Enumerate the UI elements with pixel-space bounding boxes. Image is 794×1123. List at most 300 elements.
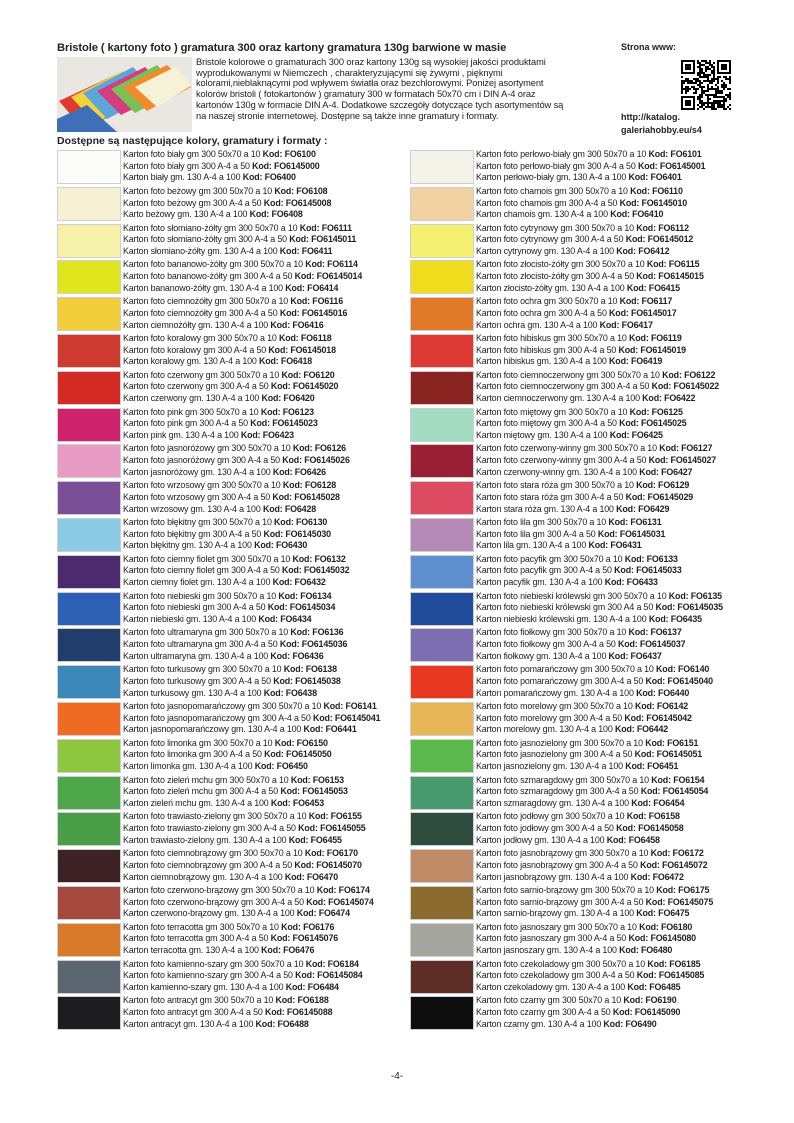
product-line-sheet-a4-130	[476, 393, 719, 405]
product-code: Kod: FO6411	[279, 246, 333, 256]
product-line-sheet-a4-130	[476, 430, 687, 442]
product-code: Kod: FO6484	[285, 981, 339, 992]
product-line-sheet-a4-300	[476, 970, 704, 982]
color-swatch	[410, 334, 474, 368]
color-swatch	[57, 518, 121, 552]
product-description: Karton foto złocisto-żółty gm 300 A-4 a 50	[476, 271, 637, 282]
color-item	[57, 591, 397, 628]
product-description: Karton foto pomarańczowy gm 300 50x70 a 10	[476, 664, 657, 675]
product-line-sheet-a4-300	[476, 381, 719, 393]
product-code: Kod: FO6138	[283, 664, 337, 675]
product-description: Karton jasnoszary gm. 130 A-4 a 100	[476, 945, 620, 956]
qr-code-icon[interactable]	[681, 60, 731, 110]
product-code: Kod: FO6151	[645, 737, 699, 748]
product-line-sheet-a4-300	[476, 933, 696, 945]
product-description: Karton foto niebieski gm 300 50x70 a 10	[123, 590, 279, 601]
product-code: Kod: FO6145054	[640, 786, 709, 797]
product-description: Karton foto pacyfik gm 300 50x70 a 10	[476, 553, 625, 564]
product-description: Karton foto czekoladowy gm 300 A-4 a 50	[476, 970, 637, 981]
product-code: Kod: FO6145088	[264, 1007, 333, 1018]
product-lines	[123, 296, 347, 331]
color-item	[57, 664, 397, 701]
product-line-sheet-a4-130	[476, 982, 704, 994]
product-line-sheet-a4-130	[123, 172, 320, 184]
product-lines	[476, 885, 713, 920]
product-code: Kod: FO6129	[636, 480, 690, 491]
color-item	[410, 701, 750, 738]
product-code: Kod: FO6436	[270, 650, 324, 661]
product-line-sheet-50x70	[476, 775, 708, 787]
product-description: Karton perłowo-biały gm. 130 A-4 a 100	[476, 172, 629, 183]
color-swatch	[57, 923, 121, 957]
product-description: Karton foto słomiano-żółty gm 300 50x70 a 10	[123, 222, 300, 233]
product-line-sheet-a4-300	[123, 970, 363, 982]
product-description: Karton foto błękitny gm 300 A-4 a 50	[123, 528, 264, 539]
product-description: Karton foto czerwony gm 300 A-4 a 50	[123, 381, 271, 392]
product-description: Karton foto błękitny gm 300 50x70 a 10	[123, 516, 275, 527]
product-lines	[123, 627, 347, 662]
product-code: Kod: FO6145042	[624, 712, 692, 723]
product-code: Kod: FO6145029	[625, 491, 694, 502]
product-line-sheet-a4-130	[123, 798, 348, 810]
product-code: Kod: FO6427	[639, 466, 693, 477]
product-line-sheet-a4-300	[123, 749, 332, 761]
product-code: Kod: FO6145051	[634, 749, 703, 760]
product-code: Kod: FO6142	[634, 700, 689, 711]
product-description: Karton foto ciemnoczerwony gm 300 50x70 a 10	[476, 369, 663, 380]
product-description: Karton foto wrzosowy gm 300 50x70 a 10	[123, 480, 283, 491]
product-description: Karton foto pink gm 300 A-4 a 50	[123, 418, 251, 429]
product-description: Karton czerwono-brązowy gm. 130 A-4 a 100	[123, 908, 297, 919]
product-description: Karton foto trawiasto-zielony gm 300 A-4 a 50	[123, 823, 299, 834]
product-line-sheet-50x70	[123, 149, 320, 161]
product-description: Karton foto szmaragdowy gm 300 50x70 a 10	[476, 774, 652, 785]
color-swatch	[57, 555, 121, 589]
color-item	[410, 554, 750, 591]
product-lines	[476, 775, 708, 810]
product-description: Karton trawiasto-zielony gm. 130 A-4 a 100	[123, 834, 289, 845]
product-description: Karton foto ciemny fiolet gm 300 A-4 a 50	[123, 565, 282, 576]
product-code: Kod: FO6190	[623, 995, 677, 1006]
product-description: Karton foto sarnio-brązowy gm 300 A-4 a 50	[476, 896, 646, 907]
product-description: Karton jasnopomarańczowy gm. 130 A-4 a 100	[123, 724, 304, 735]
color-item	[57, 370, 397, 407]
product-description: Karton foto słomiano-żółty gm 300 A-4 a 50	[123, 234, 290, 245]
product-code: Kod: FO6188	[275, 995, 329, 1006]
product-line-sheet-a4-130	[476, 577, 682, 589]
product-description: Karton foto czarny gm 300 A-4 a 50	[476, 1007, 613, 1018]
product-code: Kod: FO6134	[278, 590, 332, 601]
product-lines	[476, 370, 719, 405]
product-description: Karton biały gm. 130 A-4 a 100	[123, 172, 243, 183]
product-description: Karton limonka gm. 130 A-4 a 100	[123, 761, 255, 772]
product-line-sheet-50x70	[123, 959, 363, 971]
product-line-sheet-a4-130	[476, 724, 692, 736]
color-item	[410, 885, 750, 922]
product-line-sheet-a4-300	[476, 897, 713, 909]
color-swatch	[410, 960, 474, 994]
product-code: Kod: FO6414	[285, 282, 339, 293]
product-lines	[123, 333, 336, 368]
product-description: Karton foto ciemnobrązowy gm 300 50x70 a 10	[123, 848, 305, 859]
product-code: Kod: FO6126	[292, 443, 346, 454]
product-description: Karton sarnio-brązowy gm. 130 A-4 a 100	[476, 908, 637, 919]
product-code: Kod: FO6130	[274, 516, 328, 527]
page-number: -4-	[390, 1071, 404, 1082]
product-description: Karton fiołkowy gm. 130 A-4 a 100	[476, 650, 609, 661]
product-description: Karton foto morelowy gm 300 A-4 a 50	[476, 712, 625, 723]
product-description: Karton jasnobrązowy gm. 130 A-4 a 100	[476, 871, 631, 882]
product-code: Kod: FO6145031	[597, 528, 666, 539]
product-code: Kod: FO6454	[631, 797, 685, 808]
product-line-sheet-a4-130	[476, 320, 677, 332]
product-line-sheet-a4-300	[476, 713, 692, 725]
product-description: Karton foto ciemnożółty gm 300 50x70 a 10	[123, 296, 291, 307]
product-description: Karton ciemnożółty gm. 130 A-4 a 100	[123, 319, 271, 330]
product-code: Kod: FO6174	[316, 884, 370, 895]
product-lines	[123, 554, 349, 589]
product-description: Karton miętowy gm. 130 A-4 a 100	[476, 429, 610, 440]
product-description: Karton foto hibiskus gm 300 A-4 a 50	[476, 344, 619, 355]
product-code: Kod: FO6145030	[263, 528, 331, 539]
product-line-sheet-50x70	[476, 333, 686, 345]
product-line-sheet-a4-300	[123, 308, 347, 320]
product-line-sheet-50x70	[476, 959, 704, 971]
product-description: Karton jasnozielony gm. 130 A-4 a 100	[476, 761, 626, 772]
product-description: Karton foto fiołkowy gm 300 A-4 a 50	[476, 639, 618, 650]
product-lines	[123, 186, 331, 221]
product-lines	[123, 775, 348, 810]
color-item	[57, 149, 397, 186]
product-description: Karton foto czerwony gm 300 50x70 a 10	[123, 369, 282, 380]
product-description: Karton foto czerwono-brązowy gm 300 50x70 a 10	[123, 884, 317, 895]
color-swatch	[410, 260, 474, 294]
color-item	[57, 480, 397, 517]
product-description: Karton foto ciemny fiolet gm 300 50x70 a 10	[123, 553, 293, 564]
product-code: Kod: FO6410	[610, 209, 664, 220]
color-swatch	[410, 592, 474, 626]
product-lines	[476, 738, 702, 773]
product-lines	[476, 848, 708, 883]
product-code: Kod: FO6133	[624, 553, 678, 564]
product-line-sheet-a4-130	[476, 614, 723, 626]
color-swatch	[410, 665, 474, 699]
product-line-sheet-50x70	[123, 701, 380, 713]
product-lines	[476, 811, 684, 846]
product-code: Kod: FO6145016	[279, 307, 348, 318]
product-description: Karton foto ochra gm 300 A-4 a 50	[476, 307, 610, 318]
product-lines	[476, 922, 696, 957]
product-code: Kod: FO6155	[308, 811, 362, 822]
product-line-sheet-50x70	[123, 591, 335, 603]
product-line-sheet-a4-300	[476, 676, 713, 688]
product-code: Kod: FO6154	[651, 774, 705, 785]
product-description: Karton foto cytrynowy gm 300 50x70 a 10	[476, 222, 637, 233]
product-description: Karton foto biały gm 300 A-4 a 50	[123, 160, 253, 171]
color-item	[57, 775, 397, 812]
color-swatch	[57, 187, 121, 221]
color-item	[57, 922, 397, 959]
color-swatch	[57, 996, 121, 1030]
section-subtitle: Dostępne są następujące kolory, gramatury i formaty :	[57, 135, 328, 147]
product-description: Karton foto ciemnobrązowy gm 300 A-4 a 50	[123, 859, 295, 870]
color-item	[57, 627, 397, 664]
product-line-sheet-50x70	[123, 995, 332, 1007]
product-line-sheet-a4-130	[476, 246, 693, 258]
product-description: Karton foto turkusowy gm 300 50x70 a 10	[123, 664, 284, 675]
product-code: Kod: FO6119	[629, 332, 682, 343]
color-swatch	[410, 481, 474, 515]
color-swatch	[57, 334, 121, 368]
product-code: Kod: FO6122	[662, 369, 716, 380]
color-swatch	[57, 408, 121, 442]
product-code: Kod: FO6422	[642, 393, 696, 404]
product-code: Kod: FO6145050	[264, 749, 332, 760]
product-line-sheet-a4-130	[123, 320, 347, 332]
color-swatch	[410, 628, 474, 662]
color-item	[57, 959, 397, 996]
product-code: Kod: FO6145028	[272, 491, 340, 502]
product-line-sheet-a4-300	[476, 823, 684, 835]
product-description: Karton foto turkusowy gm 300 A-4 a 50	[123, 675, 274, 686]
product-description: Karton szmaragdowy gm. 130 A-4 a 100	[476, 797, 632, 808]
product-code: Kod: FO6431	[588, 540, 642, 551]
product-code: Kod: FO6425	[609, 429, 663, 440]
product-line-sheet-50x70	[123, 554, 349, 566]
product-line-sheet-50x70	[123, 223, 356, 235]
color-item	[410, 775, 750, 812]
product-line-sheet-50x70	[476, 517, 665, 529]
product-lines	[123, 738, 332, 773]
product-line-sheet-a4-300	[123, 198, 331, 210]
product-description: Karton foto kamienno-szary gm 300 50x70 a 10	[123, 958, 306, 969]
product-lines	[123, 407, 318, 442]
product-line-sheet-50x70	[476, 591, 723, 603]
product-code: Kod: FO6101	[648, 149, 702, 159]
product-description: Karton złocisto-żółty gm. 130 A-4 a 100	[476, 282, 627, 293]
product-code: Kod: FO6145001	[637, 160, 706, 171]
product-line-sheet-50x70	[476, 443, 716, 455]
product-code: Kod: FO6412	[616, 246, 670, 256]
color-swatch	[57, 849, 121, 883]
product-line-sheet-a4-130	[123, 283, 362, 295]
product-code: Kod: FO6145053	[280, 786, 348, 797]
product-line-sheet-a4-130	[123, 356, 336, 368]
color-swatch	[57, 665, 121, 699]
color-swatch	[57, 592, 121, 626]
color-item	[410, 407, 750, 444]
product-description: Karton niebieski królewski gm. 130 A-4 a 100	[476, 613, 649, 624]
product-code: Kod: FO6145019	[618, 344, 686, 355]
product-line-sheet-a4-130	[123, 540, 331, 552]
product-line-sheet-50x70	[123, 443, 350, 455]
product-description: Karton foto czerwono-brązowy gm 300 A-4 a 50	[123, 896, 307, 907]
product-line-sheet-a4-300	[123, 418, 318, 430]
product-line-sheet-a4-130	[476, 761, 702, 773]
product-description: Karton foto biały gm 300 50x70 a 10	[123, 149, 263, 159]
product-line-sheet-50x70	[476, 627, 685, 639]
product-line-sheet-a4-130	[476, 209, 687, 221]
product-line-sheet-a4-130	[476, 356, 686, 368]
color-swatch	[410, 224, 474, 258]
product-line-sheet-a4-130	[476, 651, 685, 663]
product-description: Karton foto jodłowy gm 300 50x70 a 10	[476, 811, 627, 822]
color-swatch	[410, 444, 474, 478]
product-line-sheet-a4-130	[123, 688, 341, 700]
product-code: Kod: FO6136	[290, 627, 344, 638]
product-lines	[123, 517, 331, 552]
product-line-sheet-a4-300	[123, 161, 320, 173]
color-swatch	[410, 297, 474, 331]
color-item	[57, 443, 397, 480]
product-description: Karton foto złocisto-żółty gm 300 50x70 a 10	[476, 259, 647, 270]
product-code: Kod: FO6472	[630, 871, 684, 882]
product-code: Kod: FO6416	[270, 319, 324, 330]
product-code: Kod: FO6145000	[252, 160, 320, 171]
product-description: Karton foto stara róża gm 300 A-4 a 50	[476, 491, 626, 502]
product-code: Kod: FO6438	[263, 687, 317, 698]
product-line-sheet-a4-130	[123, 467, 350, 479]
color-swatch	[410, 555, 474, 589]
product-line-sheet-a4-130	[123, 982, 363, 994]
product-lines	[476, 296, 677, 331]
product-code: Kod: FO6175	[656, 884, 710, 895]
product-lines	[123, 959, 363, 994]
product-code: Kod: FO6441	[303, 724, 357, 735]
color-swatch	[57, 260, 121, 294]
product-line-sheet-a4-130	[476, 872, 708, 884]
color-swatch	[410, 923, 474, 957]
website-url[interactable]: http://katalog. galeriahobby.eu/s4	[621, 112, 702, 135]
color-swatch	[410, 886, 474, 920]
product-description: Karton foto lila gm 300 A-4 a 50	[476, 528, 598, 539]
product-lines	[123, 995, 332, 1030]
product-lines	[476, 443, 716, 478]
product-description: Karton foto sarnio-brązowy gm 300 50x70 a 10	[476, 884, 657, 895]
product-description: Karton foto kamienno-szary gm 300 A-4 a 50	[123, 970, 296, 981]
product-line-sheet-a4-130	[123, 504, 340, 516]
product-lines	[476, 186, 687, 221]
product-line-sheet-a4-300	[476, 602, 723, 614]
color-item	[57, 333, 397, 370]
product-lines	[123, 664, 341, 699]
product-line-sheet-a4-300	[123, 529, 331, 541]
product-description: Karton niebieski gm. 130 A-4 a 100	[123, 613, 259, 624]
product-line-sheet-a4-300	[476, 639, 685, 651]
product-line-sheet-a4-300	[123, 897, 374, 909]
product-description: Karton stara róża gm. 130 A-4 a 100	[476, 503, 617, 514]
product-line-sheet-50x70	[123, 811, 366, 823]
product-lines	[123, 443, 350, 478]
product-line-sheet-50x70	[476, 223, 693, 235]
product-description: Karton wrzosowy gm. 130 A-4 a 100	[123, 503, 263, 514]
product-line-sheet-a4-130	[476, 540, 665, 552]
product-line-sheet-50x70	[476, 259, 704, 271]
product-code: Kod: FO6184	[305, 958, 359, 969]
product-line-sheet-a4-130	[123, 246, 356, 258]
product-code: Kod: FO6145055	[298, 823, 366, 834]
product-line-sheet-a4-300	[476, 308, 677, 320]
product-code: Kod: FO6176	[281, 921, 335, 932]
product-code: Kod: FO6145085	[636, 970, 705, 981]
product-description: Karton turkusowy gm. 130 A-4 a 100	[123, 687, 264, 698]
color-swatch	[410, 150, 474, 184]
product-line-sheet-a4-300	[123, 381, 338, 393]
color-item	[410, 848, 750, 885]
color-item	[410, 223, 750, 260]
product-line-sheet-a4-300	[123, 1007, 332, 1019]
product-lines	[476, 959, 704, 994]
product-description: Karton chamois gm. 130 A-4 a 100	[476, 209, 611, 220]
product-line-sheet-50x70	[123, 296, 347, 308]
product-line-sheet-a4-300	[476, 418, 687, 430]
intro-text: Bristole kolorowe o gramaturach 300 oraz kartony 130g są wysokiej jakości produktami wyprodukowanymi w Niemczech , charakteryzującymi się żywymi , pięknymi kolorami,nieblaknącymi pod wpływem światła oraz bezchlorowymi. Poniżej asortyment kolorów bristoli ( fotokartonów ) gramatury 300 w formatach 50x70 cm i DIN A-4 oraz kartonów 130g w formacie DIN A-4. Dodatkowe szczegóły dotyczące tych asortymentów są na naszej stronie internetowej. Dostępne są także inne gramatury i formaty.	[196, 57, 564, 121]
product-code: Kod: FO6434	[258, 613, 312, 624]
product-description: Karton pink gm. 130 A-4 a 100	[123, 429, 241, 440]
product-description: Karton ochra gm. 130 A-4 a 100	[476, 319, 600, 330]
product-code: Kod: FO6400	[242, 172, 296, 183]
product-line-sheet-a4-130	[123, 835, 366, 847]
color-item	[57, 738, 397, 775]
color-swatch	[410, 371, 474, 405]
product-description: Karton lila gm. 130 A-4 a 100	[476, 540, 589, 551]
product-code: Kod: FO6145022	[651, 381, 720, 392]
product-description: Karto beżowy gm. 130 A-4 a 100	[123, 209, 250, 220]
product-line-sheet-a4-300	[476, 161, 705, 173]
product-line-sheet-50x70	[476, 664, 713, 676]
product-line-sheet-a4-300	[476, 455, 716, 467]
product-code: Kod: FO6417	[599, 319, 653, 330]
product-line-sheet-50x70	[123, 407, 318, 419]
website-label: Strona www:	[621, 42, 677, 52]
color-swatch	[57, 739, 121, 773]
product-line-sheet-50x70	[476, 885, 713, 897]
product-description: Karton foto jasnopomarańczowy gm 300 A-4 a 50	[123, 712, 313, 723]
product-code: Kod: FO6458	[606, 834, 660, 845]
color-swatch	[57, 150, 121, 184]
color-item	[410, 370, 750, 407]
product-description: Karton foto cytrynowy gm 300 A-4 a 50	[476, 234, 626, 245]
color-item	[410, 922, 750, 959]
product-line-sheet-50x70	[476, 480, 693, 492]
product-line-sheet-50x70	[123, 627, 347, 639]
product-description: Karton foto hibiskus gm 300 50x70 a 10	[476, 332, 630, 343]
product-lines	[476, 480, 693, 515]
product-description: Karton foto bananowo-żółty gm 300 A-4 a 50	[123, 271, 295, 282]
product-description: Karton słomiano-żółty gm. 130 A-4 a 100	[123, 246, 280, 256]
product-description: Karton foto ultramaryna gm 300 50x70 a 10	[123, 627, 291, 638]
product-line-sheet-a4-130	[123, 393, 338, 405]
product-code: Kod: FO6474	[296, 908, 350, 919]
color-item	[410, 480, 750, 517]
product-code: Kod: FO6145026	[282, 455, 350, 466]
product-code: Kod: FO6418	[259, 356, 313, 367]
product-description: Karton foto miętowy gm 300 A-4 a 50	[476, 418, 620, 429]
product-line-sheet-50x70	[123, 370, 338, 382]
color-swatch	[410, 776, 474, 810]
product-description: Karton foto lila gm 300 50x70 a 10	[476, 516, 609, 527]
product-line-sheet-50x70	[123, 259, 362, 271]
product-line-sheet-a4-130	[123, 1019, 332, 1031]
product-description: Karton foto stara róża gm 300 50x70 a 10	[476, 480, 637, 491]
product-code: Kod: FO6429	[616, 503, 670, 514]
product-code: Kod: FO6118	[278, 332, 332, 343]
product-code: Kod: FO6112	[636, 222, 689, 233]
product-line-sheet-a4-130	[123, 614, 335, 626]
product-lines	[123, 480, 340, 515]
product-line-sheet-a4-130	[123, 209, 331, 221]
product-description: Karton terracotta gm. 130 A-4 a 100	[123, 945, 262, 956]
